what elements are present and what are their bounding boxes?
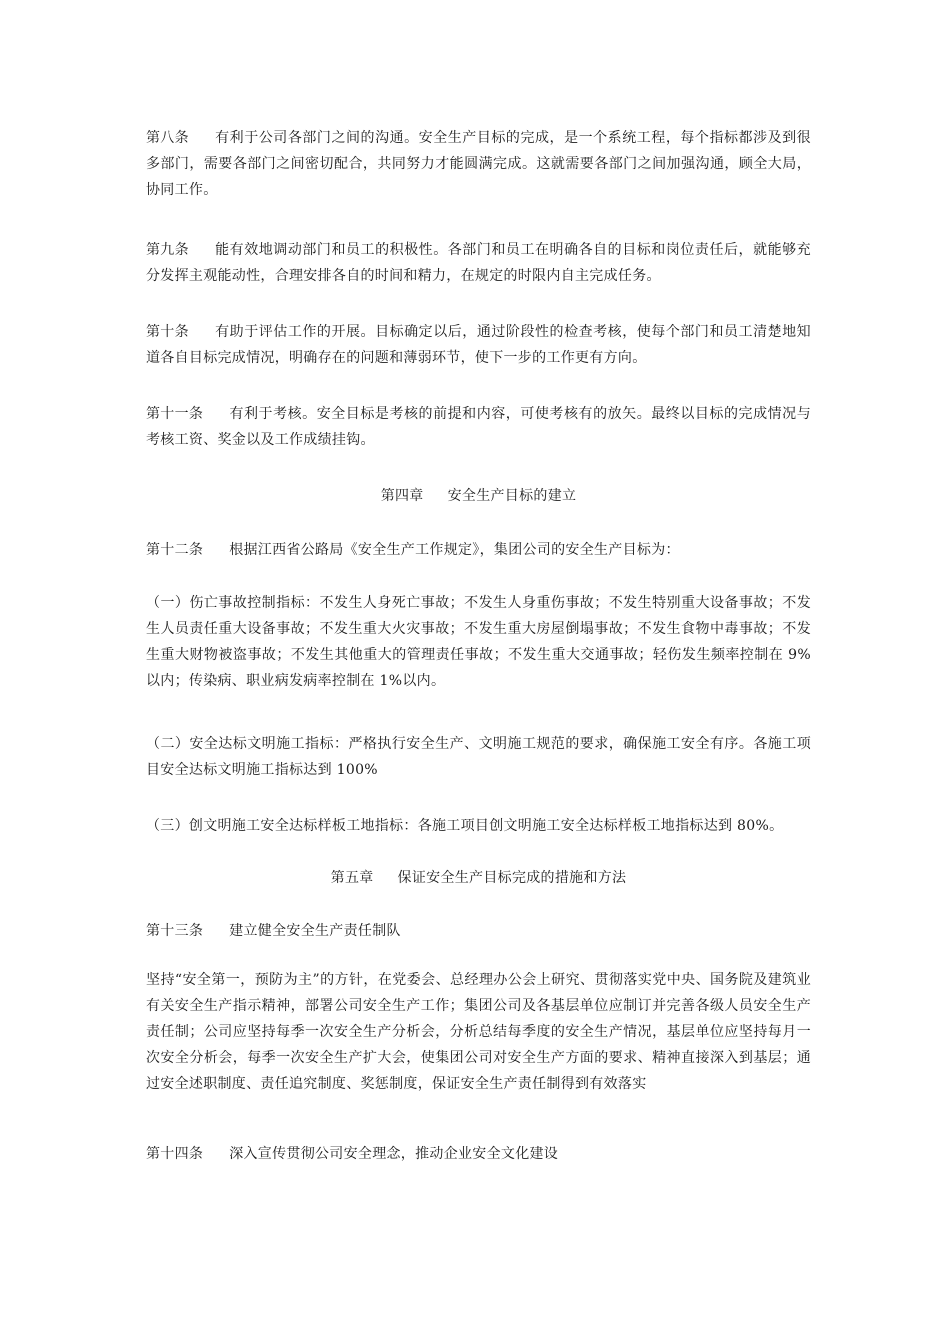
- chapter-title: 保证安全生产目标完成的措施和方法: [397, 870, 627, 886]
- article-label: 第十三条: [146, 923, 204, 939]
- article-text: 有利于公司各部门之间的沟通。安全生产目标的完成，是一个系统工程，每个指标都涉及到很多部门，需要各部门之间密切配合，共同努力才能圆满完成。这就需要各部门之间加强沟通，顾全大局，协同工作。: [146, 130, 811, 198]
- article-14: [146, 1141, 811, 1167]
- target-item-1: （一）伤亡事故控制指标：不发生人身死亡事故；不发生人身重伤事故；不发生特别重大设备事故；不发生人员责任重大设备事故；不发生重大火灾事故；不发生重大房屋倒塌事故；不发生食物中毒事故；不发生重大财物被盗事故；不发生其他重大的管理责任事故；不发生重大交通事故；轻伤发生频率控制在 9%以内；传染病、职业病发病率控制在 1%以内。: [146, 595, 811, 689]
- article-text: 有助于评估工作的开展。目标确定以后，通过阶段性的检查考核，使每个部门和员工清楚地知道各自目标完成情况，明确存在的问题和薄弱环节，使下一步的工作更有方向。: [146, 324, 811, 366]
- article-9: [146, 237, 811, 289]
- article-text: 建立健全安全生产责任制队: [229, 923, 401, 939]
- article-text: 有利于考核。安全目标是考核的前提和内容，可使考核有的放矢。最终以目标的完成情况与考核工资、奖金以及工作成绩挂钩。: [146, 406, 811, 448]
- chapter-label: 第四章: [380, 488, 424, 504]
- target-item-2: （二）安全达标文明施工指标：严格执行安全生产、文明施工规范的要求，确保施工安全有序。各施工项目安全达标文明施工指标达到 100%: [146, 736, 811, 778]
- article-text: 根据江西省公路局《安全生产工作规定》，集团公司的安全生产目标为：: [229, 542, 680, 558]
- article-8: [146, 125, 811, 203]
- article-11: [146, 401, 811, 453]
- chapter-title: 安全生产目标的建立: [447, 488, 577, 504]
- article-text: 能有效地调动部门和员工的积极性。各部门和员工在明确各自的目标和岗位责任后，就能够充分发挥主观能动性，合理安排各自的时间和精力，在规定的时限内自主完成任务。: [146, 242, 811, 284]
- article-13: [146, 918, 811, 944]
- article-12: [146, 537, 811, 563]
- article-label: 第八条: [146, 130, 189, 146]
- article-10: [146, 319, 811, 371]
- article-label: 第十二条: [146, 542, 204, 558]
- target-item-3: （三）创文明施工安全达标样板工地指标：各施工项目创文明施工安全达标样板工地指标达到 80%。: [146, 818, 784, 834]
- chapter-5-heading: [146, 865, 811, 891]
- article-13-body: 坚持“安全第一，预防为主”的方针，在党委会、总经理办公会上研究、贯彻落实党中央、国务院及建筑业有关安全生产指示精神，部署公司安全生产工作；集团公司及各基层单位应制订并完善各级人员安全生产责任制；公司应坚持每季一次安全生产分析会，分析总结每季度的安全生产情况，基层单位应坚持每月一次安全分析会，每季一次安全生产扩大会，使集团公司对安全生产方面的要求、精神直接深入到基层；通过安全述职制度、责任追究制度、奖惩制度，保证安全生产责任制得到有效落实: [146, 972, 811, 1092]
- chapter-4-heading: [146, 483, 811, 509]
- article-label: 第十条: [146, 324, 189, 340]
- article-text: 深入宣传贯彻公司安全理念，推动企业安全文化建设: [229, 1146, 559, 1162]
- article-label: 第十四条: [146, 1146, 204, 1162]
- article-label: 第九条: [146, 242, 189, 258]
- chapter-label: 第五章: [330, 870, 374, 886]
- article-label: 第十一条: [146, 406, 204, 422]
